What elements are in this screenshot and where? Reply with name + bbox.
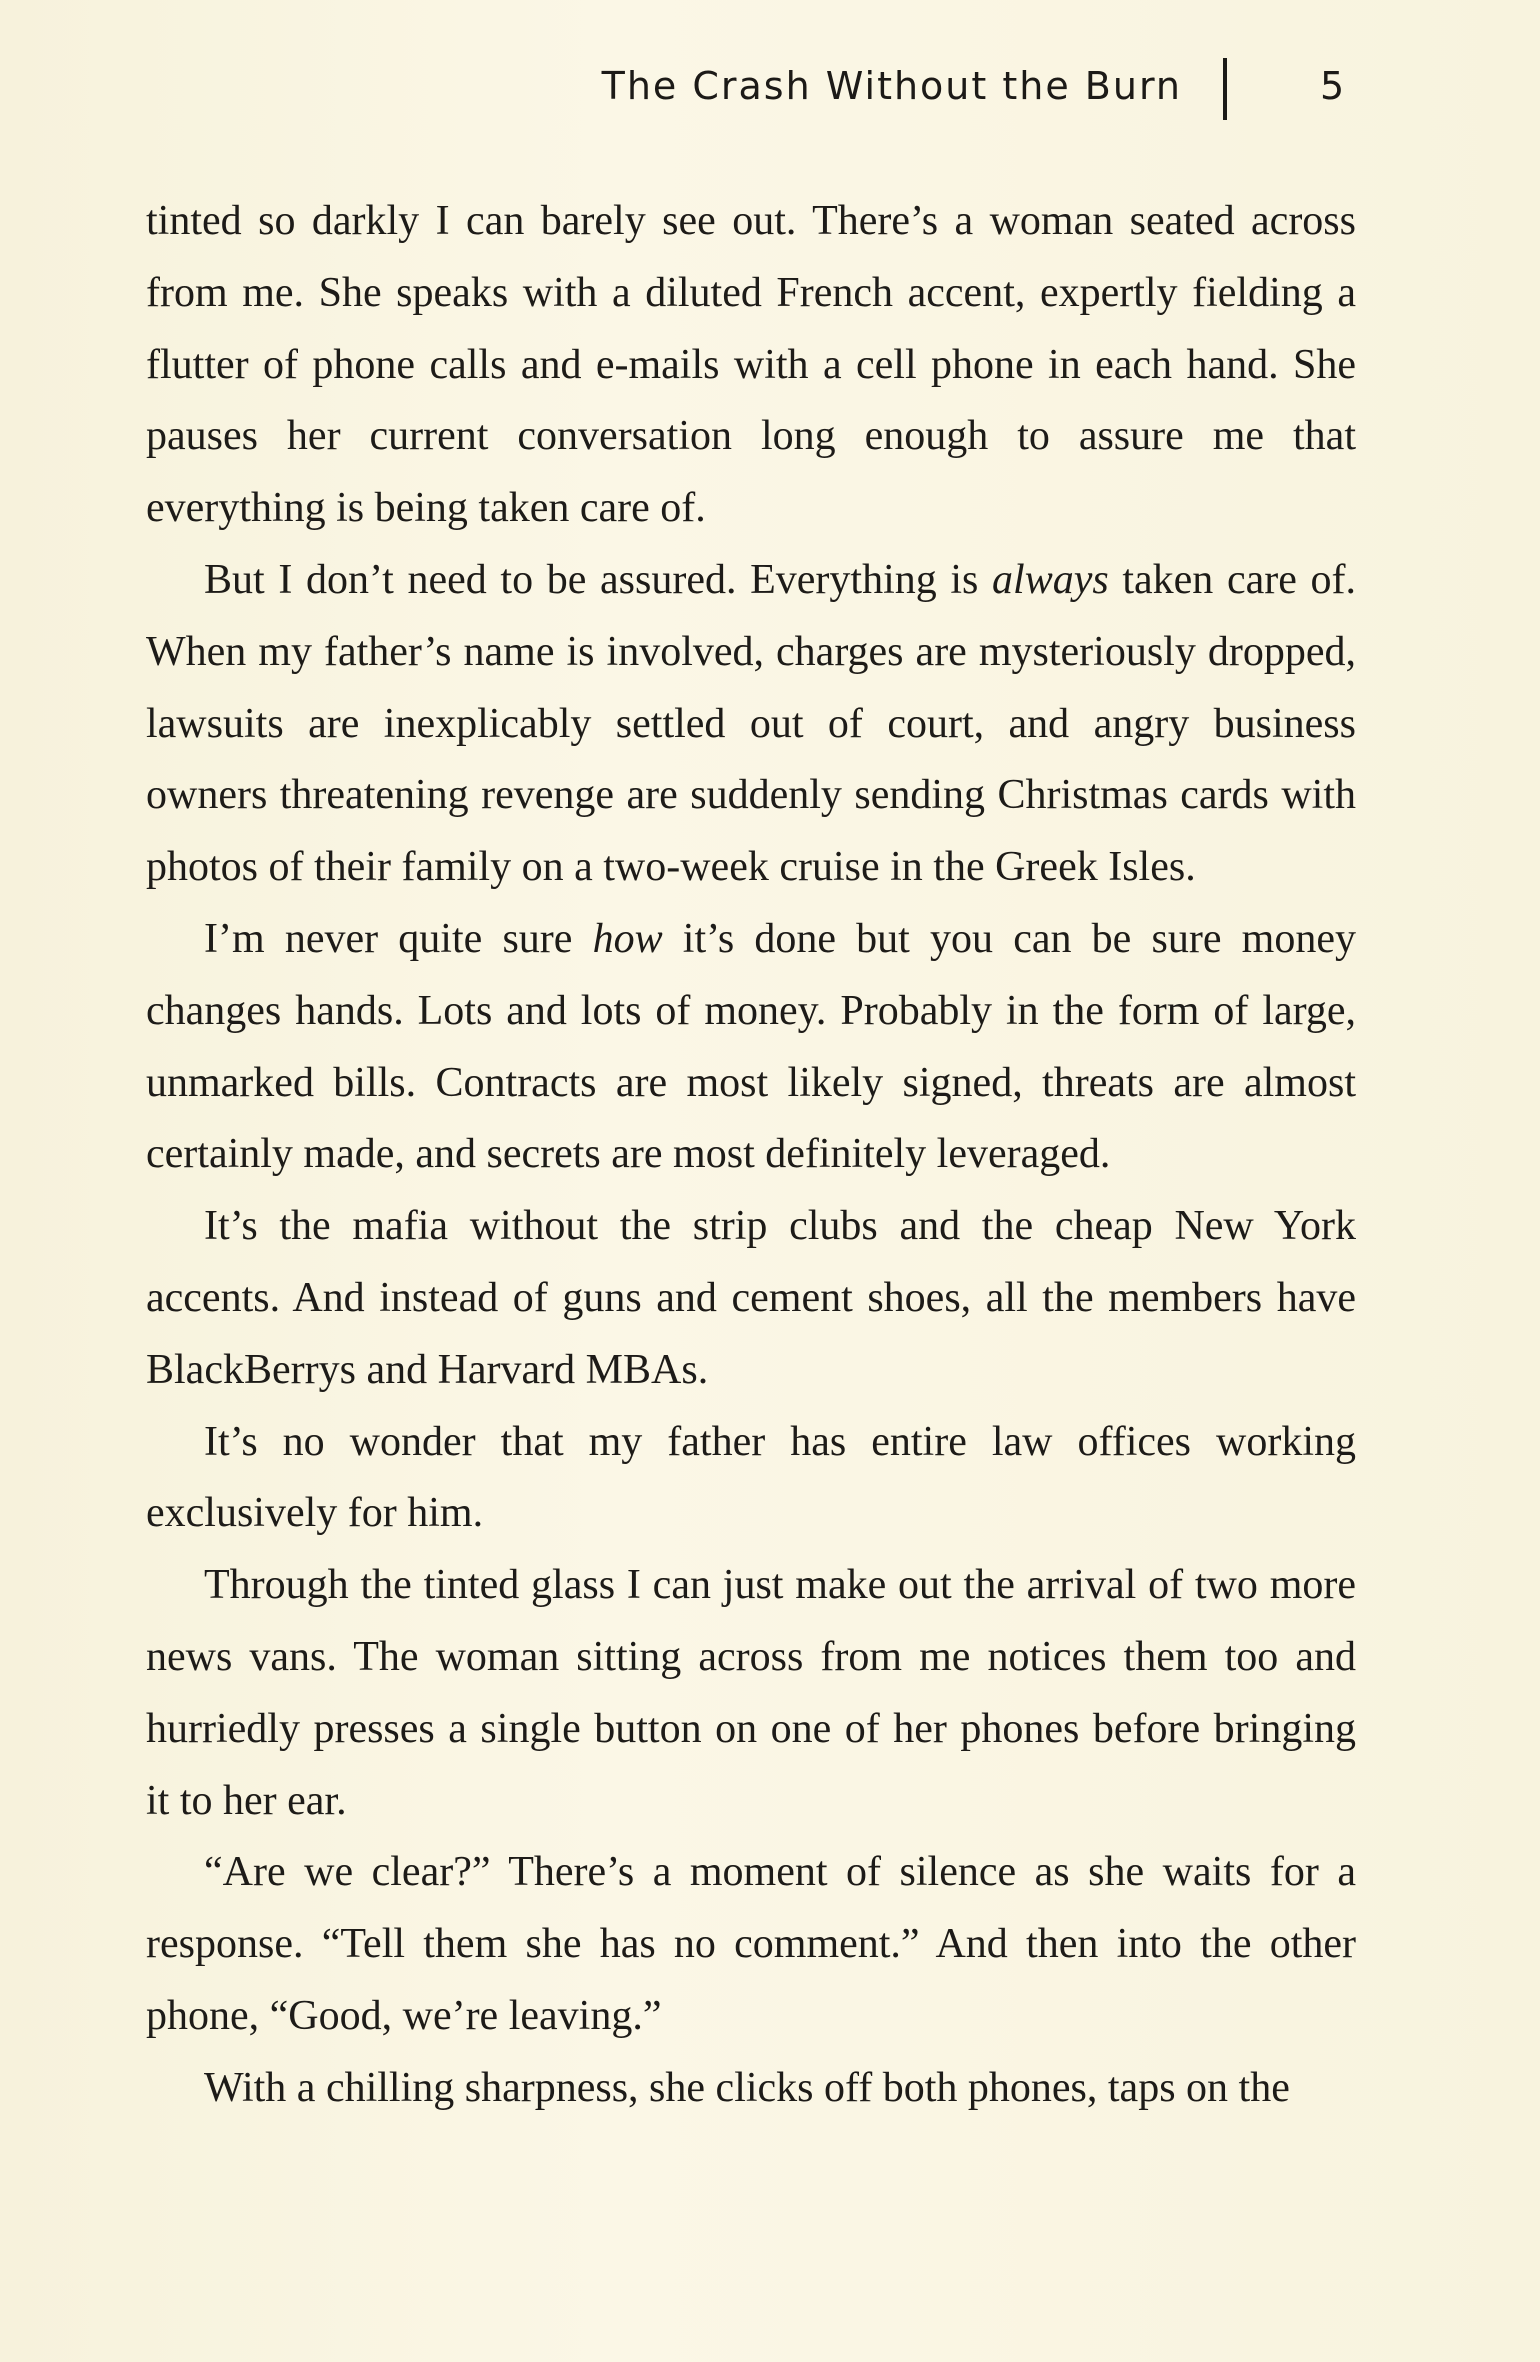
body-text (146, 186, 1356, 2125)
emphasis-how: how (592, 915, 663, 962)
emphasis-always: always (992, 556, 1109, 603)
paragraph-6: Through the tinted glass I can just make out the arrival of two more news vans. The woman sitting across from me notices them too and hurriedly presses a single button on one of her phones before bringing it to her ear. (146, 1562, 1356, 1824)
page-number: 5 (1320, 64, 1347, 108)
paragraph-1: tinted so darkly I can barely see out. There’s a woman seated across from me. She speaks with a diluted French accent, expertly fielding a flutter of phone calls and e-mails with a cell phone in each hand. She pauses her current conversation long enough to assure me that everything is being taken care of. (146, 198, 1356, 532)
paragraph-2: But I don’t need to be assured. Everything is always taken care of. When my father’s name is involved, charges are mysteriously dropped, lawsuits are inexplicably settled out of court, and angry business owners threatening revenge are suddenly sending Christmas cards with photos of their family on a two-week cruise in the Greek Isles. (146, 556, 1356, 891)
paragraph-8: With a chilling sharpness, she clicks off both phones, taps on the (204, 2064, 1290, 2111)
paragraph-7: “Are we clear?” There’s a moment of silence as she waits for a response. “Tell them she has no comment.” And then into the other phone, “Good, we’re leaving.” (146, 1849, 1356, 2039)
chapter-title: The Crash Without the Burn (601, 64, 1182, 108)
paragraph-3: I’m never quite sure how it’s done but you can be sure money changes hands. Lots and lots of money. Probably in the form of large, unmarked bills. Contracts are most likely signed, threats are almost certainly made, and secrets are most definitely leveraged. (146, 915, 1356, 1178)
header-divider (1223, 58, 1227, 120)
paragraph-4: It’s the mafia without the strip clubs and the cheap New York accents. And instead of guns and cement shoes, all the members have BlackBerrys and Harvard MBAs. (146, 1203, 1356, 1393)
running-head (580, 58, 1380, 118)
paragraph-5: It’s no wonder that my father has entire law offices working exclusively for him. (146, 1418, 1356, 1537)
